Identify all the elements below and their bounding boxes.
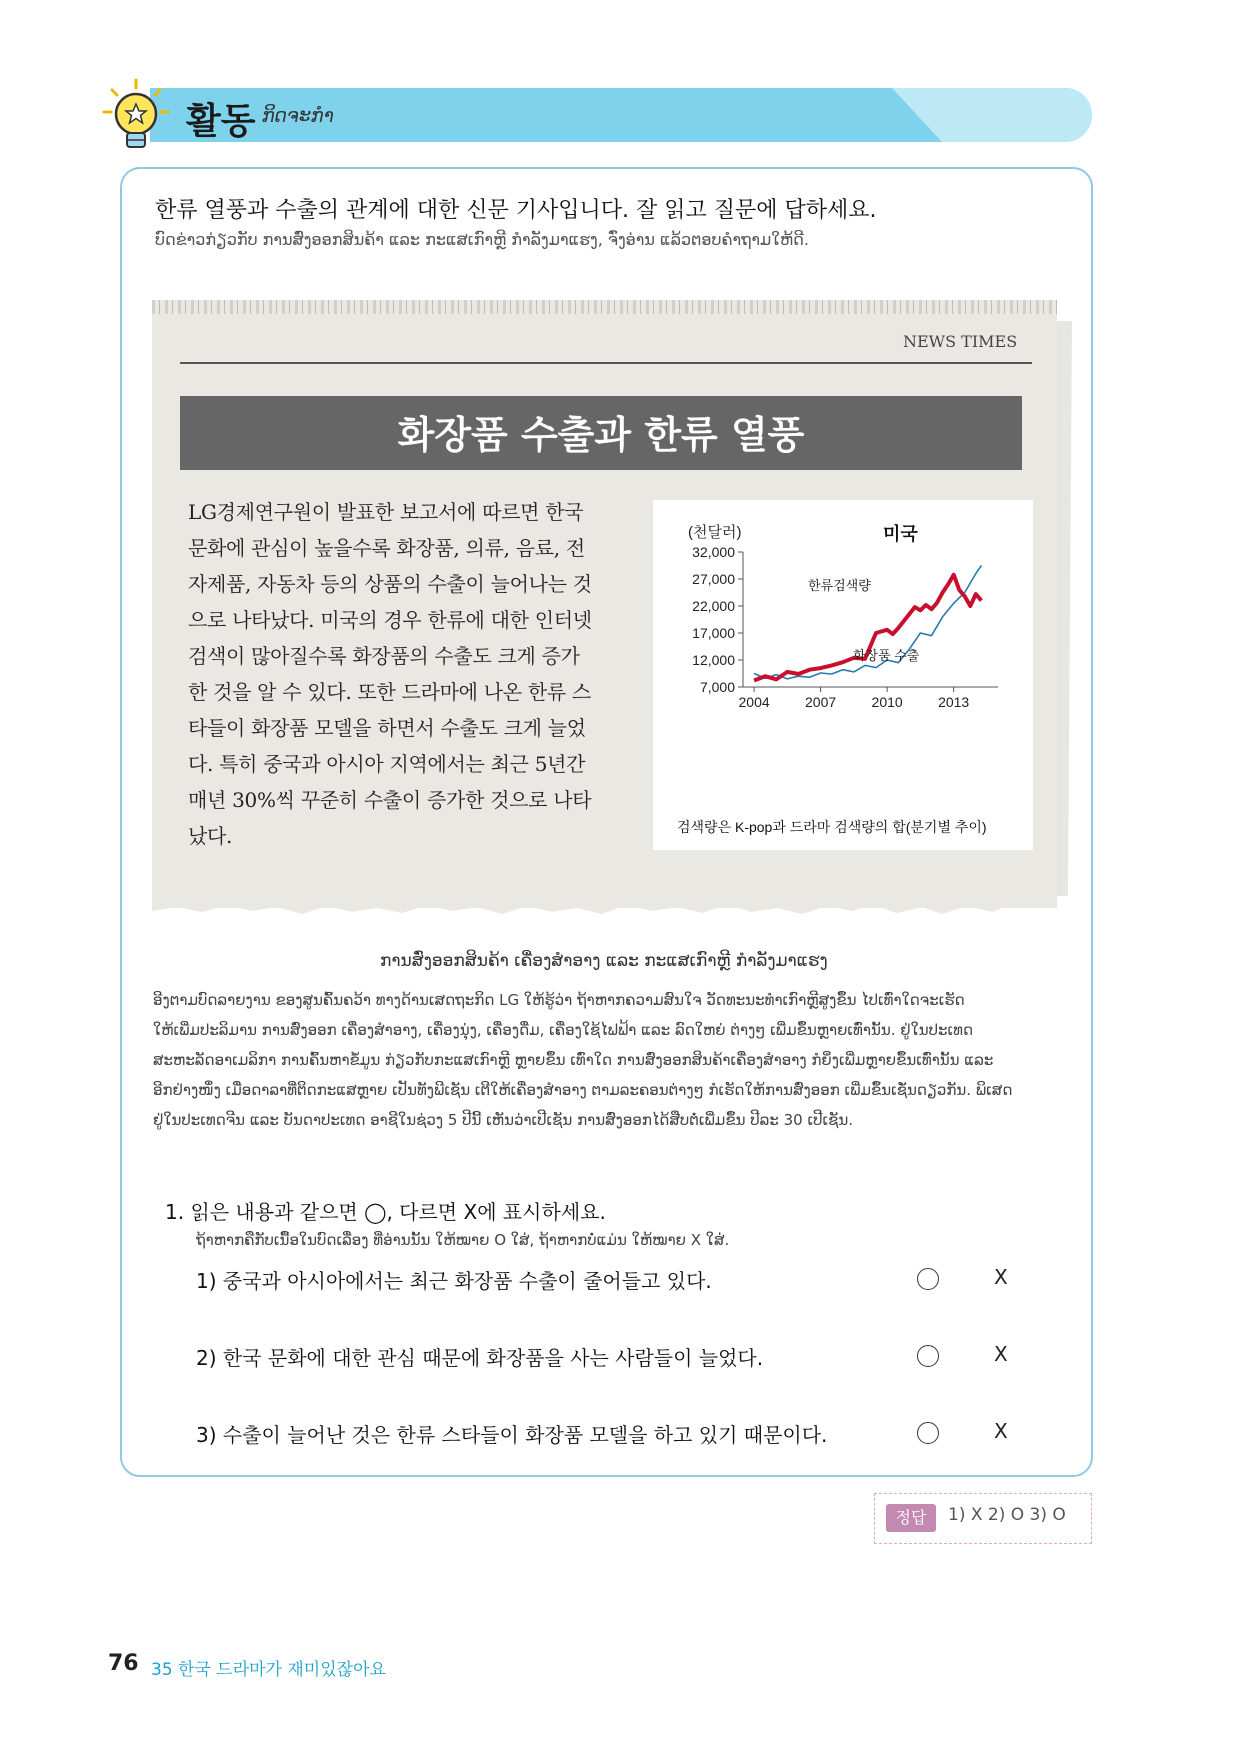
chart-canvas bbox=[653, 500, 1033, 850]
newspaper-torn-top bbox=[152, 300, 1057, 314]
answer-text: 1) X 2) O 3) O bbox=[948, 1505, 1066, 1525]
activity-title: 활동 bbox=[186, 101, 256, 142]
article-body bbox=[188, 497, 606, 857]
translation-title: ການສົ່ງອອກສິນຄ້າ ເຄື່ອງສຳອາງ ແລະ ກະແສເກົາຫຼີ ກຳລັງມາແຮງ bbox=[380, 951, 828, 971]
question-heading-lao: ຖ້າຫາກຄືກັບເນື້ອໃນບົດເລື່ອງ ທີ່ອ່ານນັ້ນ ໃຫ້ໝາຍ O ໃສ່, ຖ້າຫາກບໍ່ແມ່ນ ໃຫ້ໝາຍ X ໃສ່. bbox=[196, 1231, 730, 1249]
question-heading: 1. 읽은 내용과 같으면 ◯, 다르면 X에 표시하세요. bbox=[165, 1200, 606, 1224]
article-line: 났다. bbox=[188, 824, 233, 848]
article-line: 문화에 관심이 높을수록 화장품, 의류, 음료, 전 bbox=[188, 536, 585, 560]
article-line: 자제품, 자동차 등의 상품의 수출이 늘어나는 것 bbox=[188, 572, 592, 596]
option-x-1[interactable]: X bbox=[994, 1265, 1008, 1289]
question-item-3: 3) 수출이 늘어난 것은 한류 스타들이 화장품 모델을 하고 있기 때문이다. bbox=[196, 1423, 828, 1447]
article-line: 으로 나타났다. 미국의 경우 한류에 대한 인터넷 bbox=[188, 608, 592, 632]
chart-y-tick-label: 27,000 bbox=[692, 571, 735, 587]
article-line: 다. 특히 중국과 아시아 지역에서는 최근 5년간 bbox=[188, 752, 586, 776]
translation-line: ອີກຢ່າງໜຶ່ງ ເມື່ອດາລາທີ່ຕິດກະແສຫຼາຍ ເປັນທັງພີເຊັນ ເຕີໃຫ້ເຄື່ອງສຳອາງ ຕາມລະຄອນຕ່າງໆ ກໍເຮັດໃຫ້ການສົ່ງອອກ ເພີ່ມຂຶ້ນເຊັ່ນດຽວກັນ. ພິເສດ bbox=[153, 1081, 1013, 1099]
article-headline: 화장품 수출과 한류 열풍 bbox=[397, 413, 805, 457]
translation-line: ອີງຕາມບົດລາຍງານ ຂອງສູນຄົ້ນຄວ້າ ທາງດ້ານເສດຖະກິດ LG ໃຫ້ຮູ້ວ່າ ຖ້າຫາກຄວາມສົນໃຈ ວັດທະນະທຳເກົາຫຼີສູງຂຶ້ນ ໄປເທົ່າໃດຈະເຮັດ bbox=[153, 991, 965, 1009]
option-o-1[interactable] bbox=[917, 1268, 939, 1290]
instruction-korean: 한류 열풍과 수출의 관계에 대한 신문 기사입니다. 잘 읽고 질문에 답하세요. bbox=[155, 198, 877, 223]
option-x-3[interactable]: X bbox=[994, 1419, 1008, 1443]
chapter-title: 35 한국 드라마가 재미있잖아요 bbox=[151, 1660, 386, 1680]
activity-subtitle: ກິດຈະກຳ bbox=[262, 105, 334, 127]
chart-x-tick-label: 2010 bbox=[871, 694, 903, 710]
translation-line: ສະຫະລັດອາເມລິກາ ການຄົ້ນຫາຂໍ້ມູນ ກ່ຽວກັບກະແສເກົາຫຼີ ຫຼາຍຂຶ້ນ ເທົ່າໃດ ການສົ່ງອອກສິນຄ້າເຄື່ອງສຳອາງ ກໍຍິ່ງເພີ່ມຫຼາຍຂຶ້ນເທົ່ານັ້ນ ແລະ bbox=[153, 1051, 994, 1069]
chart-y-tick-label: 32,000 bbox=[692, 544, 735, 560]
article-line: LG경제연구원이 발표한 보고서에 따르면 한국 bbox=[188, 500, 584, 524]
question-item-2: 2) 한국 문화에 대한 관심 때문에 화장품을 사는 사람들이 늘었다. bbox=[196, 1346, 764, 1370]
chart-y-tick-label: 12,000 bbox=[692, 652, 735, 668]
instruction-lao: ບົດຂ່າວກ່ຽວກັບ ການສົ່ງອອກສິນຄ້າ ແລະ ກະແສເກົາຫຼີ ກຳລັງມາແຮງ, ຈົ່ງອ່ານ ແລ້ວຕອບຄຳຖາມໃຫ້ດີ. bbox=[155, 230, 809, 249]
lightbulb-icon bbox=[100, 76, 172, 156]
question-item-1: 1) 중국과 아시아에서는 최근 화장품 수출이 줄어들고 있다. bbox=[196, 1269, 712, 1293]
chart-series-label-export: 화장품 수출 bbox=[853, 648, 920, 663]
chart-y-tick-label: 22,000 bbox=[692, 598, 735, 614]
chart-x-tick-label: 2004 bbox=[738, 694, 770, 710]
chart-y-tick-label: 17,000 bbox=[692, 625, 735, 641]
page-number: 76 bbox=[108, 1651, 139, 1676]
chart-title: 미국 bbox=[883, 524, 918, 544]
header-bar-notch bbox=[892, 88, 942, 142]
chart-series-label-search: 한류검색량 bbox=[808, 578, 871, 593]
chart-x-tick-label: 2013 bbox=[938, 694, 970, 710]
newspaper-torn-bottom bbox=[152, 896, 1057, 926]
answer-badge: 정답 bbox=[886, 1504, 936, 1532]
article-line: 매년 30%씩 꾸준히 수출이 증가한 것으로 나타 bbox=[188, 788, 592, 812]
article-line: 타들이 화장품 모델을 하면서 수출도 크게 늘었 bbox=[188, 716, 586, 740]
masthead-rule bbox=[180, 362, 1032, 364]
chart-x-tick-label: 2007 bbox=[805, 694, 837, 710]
chart-y-tick-label: 7,000 bbox=[699, 679, 735, 695]
translation-line: ໃຫ້ເພີ່ມປະລິມານ ການສົ່ງອອກ ເຄື່ອງສຳອາງ, ເຄື່ອງນຸ່ງ, ເຄື່ອງດື່ມ, ເຄື່ອງໃຊ້ໄຟຟ້າ ແລະ ລົດໃຫຍ່ ຕ່າງໆ ເພີ່ມຂຶ້ນຫຼາຍເທົ່ານັ້ນ. ຢູ່ໃນປະເທດ bbox=[153, 1021, 974, 1039]
translation-body bbox=[153, 985, 1088, 1135]
article-line: 검색이 많아질수록 화장품의 수출도 크게 증가 bbox=[188, 644, 580, 668]
export-chart bbox=[653, 500, 1033, 850]
chart-caption: 검색량은 K-pop과 드라마 검색량의 합(분기별 추이) bbox=[677, 819, 987, 835]
translation-line: ຢູ່ໃນປະເທດຈີນ ແລະ ບັນດາປະເທດ ອາຊີໃນຊ່ວງ 5 ປີນີ້ ເຫັນວ່າເປີເຊັນ ການສົ່ງອອກໄດ້ສືບຕໍ່ເພີ່ມຂຶ້ນ ປີລະ 30 ເປີເຊັນ. bbox=[153, 1111, 853, 1129]
chart-ylabel: (천달러) bbox=[688, 524, 742, 541]
option-o-3[interactable] bbox=[917, 1422, 939, 1444]
option-o-2[interactable] bbox=[917, 1345, 939, 1367]
option-x-2[interactable]: X bbox=[994, 1342, 1008, 1366]
newspaper-masthead: NEWS TIMES bbox=[903, 332, 1018, 351]
article-line: 한 것을 알 수 있다. 또한 드라마에 나온 한류 스 bbox=[188, 680, 591, 704]
